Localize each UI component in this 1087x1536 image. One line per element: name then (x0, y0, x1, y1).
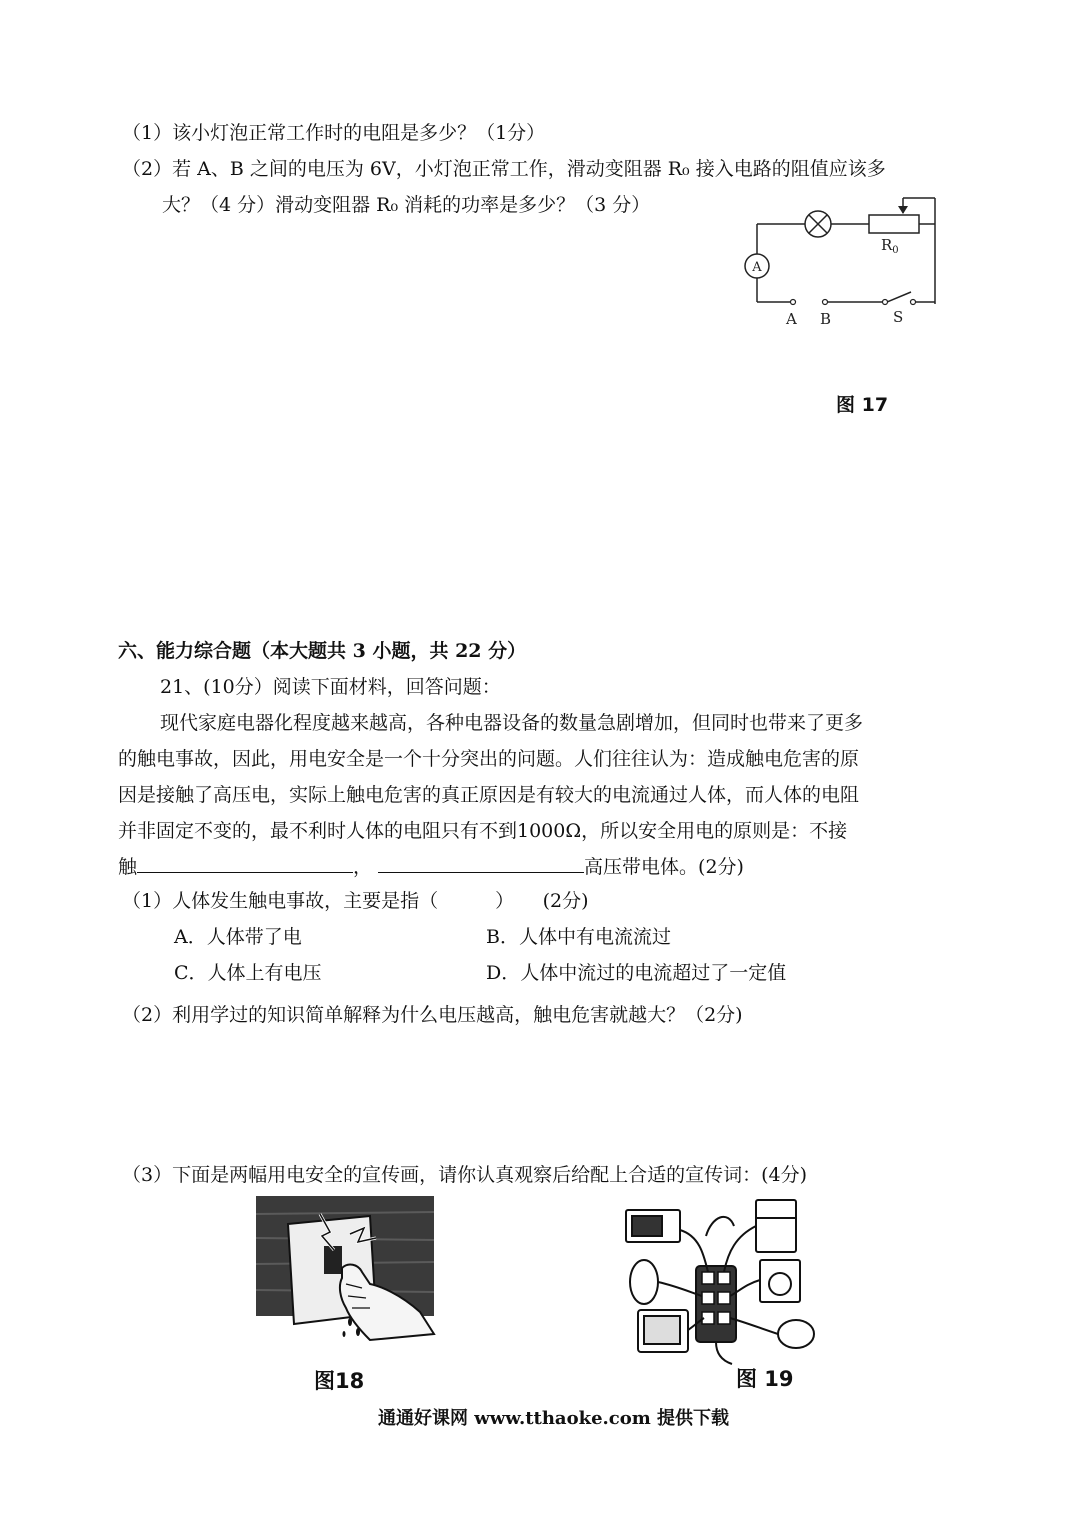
q21-para-line3: 因是接触了高压电，实际上触电危害的真正原因是有较大的电流通过人体，而人体的电阻 (118, 784, 860, 806)
option-d: D．人体中流过的电流超过了一定值 (486, 962, 787, 984)
q21-sub2: （2）利用学过的知识简单解释为什么电压越高，触电危害就越大？（2分) (122, 1004, 743, 1026)
fill-suffix: 高压带电体。(2分) (584, 856, 744, 878)
circuit-diagram-fig17 (735, 188, 945, 338)
fill-comma: ， (353, 856, 373, 878)
illustration-fig19 (620, 1196, 830, 1368)
q20-part2-line1: （2）若 A、B 之间的电压为 6V，小灯泡正常工作，滑动变阻器 R₀ 接入电路的阻值应该多 (122, 158, 886, 180)
switch-s-label: S (893, 308, 904, 326)
q21-intro: 21、(10分）阅读下面材料，回答问题： (160, 676, 501, 698)
fill-prefix: 触 (118, 856, 138, 878)
q20-part2-line2: 大？（4 分）滑动变阻器 R₀ 消耗的功率是多少？（3 分） (162, 194, 651, 216)
answer-blank-2[interactable] (378, 852, 584, 873)
option-a: A．人体带了电 (174, 926, 302, 948)
q21-para-line2: 的触电事故，因此，用电安全是一个十分突出的问题。人们往往认为：造成触电危害的原 (118, 748, 860, 770)
option-b: B．人体中有电流流过 (486, 926, 671, 948)
q21-para-line4: 并非固定不变的，最不利时人体的电阻只有不到1000Ω，所以安全用电的原则是：不接 (118, 820, 848, 842)
fig17-caption: 图 17 (836, 394, 889, 416)
ammeter-label: A (752, 260, 762, 275)
q21-sub1: （1）人体发生触电事故，主要是指（ ） (2分) (122, 890, 589, 912)
terminal-b-label: B (820, 310, 832, 328)
lamp-icon (805, 211, 831, 237)
q20-part1: （1）该小灯泡正常工作时的电阻是多少？（1分） (122, 122, 546, 144)
illustration-fig18 (250, 1194, 440, 1342)
terminal-a-label: A (786, 310, 797, 328)
r0-label: $R_0$ (881, 236, 899, 256)
section6-heading: 六、能力综合题（本大题共 3 小题，共 22 分） (118, 640, 527, 662)
q21-fill-line (118, 852, 744, 880)
option-c: C．人体上有电压 (174, 962, 322, 984)
fig19-caption: 图 19 (736, 1367, 794, 1391)
answer-blank-1[interactable] (137, 852, 353, 873)
fig18-caption: 图18 (314, 1369, 365, 1393)
q21-sub3: （3）下面是两幅用电安全的宣传画，请你认真观察后给配上合适的宣传词：(4分) (122, 1164, 808, 1186)
q21-para-line1: 现代家庭电器化程度越来越高，各种电器设备的数量急剧增加，但同时也带来了更多 (160, 712, 864, 734)
footer-text: 通通好课网 www.tthaoke.com 提供下载 (378, 1408, 730, 1429)
